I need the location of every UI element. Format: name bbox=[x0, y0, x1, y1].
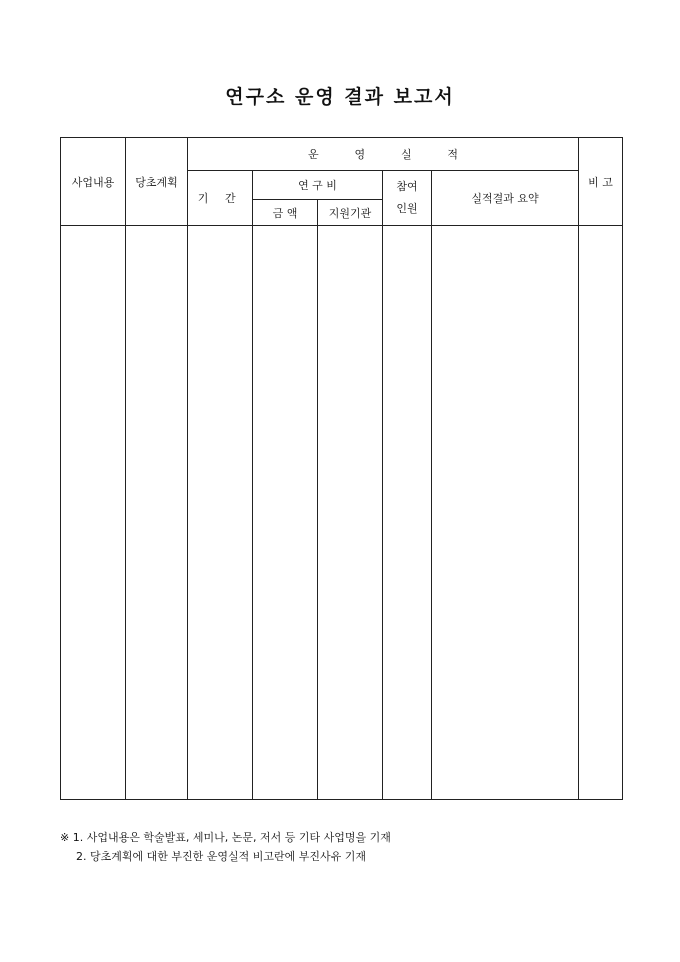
body-cell-participants[interactable] bbox=[383, 226, 432, 800]
participants-line2: 인원 bbox=[396, 202, 418, 215]
participants-line1: 참여 bbox=[396, 180, 418, 193]
header-business: 사업내용 bbox=[61, 138, 126, 226]
body-cell-funding-agency[interactable] bbox=[318, 226, 383, 800]
operation-char-4: 적 bbox=[447, 148, 459, 161]
header-remarks: 비 고 bbox=[579, 138, 623, 226]
body-cell-period[interactable] bbox=[188, 226, 253, 800]
operation-char-1: 운 bbox=[308, 148, 319, 161]
body-cell-plan[interactable] bbox=[126, 226, 188, 800]
body-cell-summary[interactable] bbox=[432, 226, 579, 800]
operation-char-3: 실 bbox=[400, 148, 412, 161]
report-table bbox=[60, 137, 623, 800]
operation-char-2: 영 bbox=[354, 148, 366, 161]
header-amount: 금 액 bbox=[253, 200, 318, 226]
document-title: 연구소 운영 결과 보고서 bbox=[225, 86, 455, 108]
notes bbox=[60, 828, 391, 866]
body-cell-remarks[interactable] bbox=[579, 226, 623, 800]
header-research-fund: 연 구 비 bbox=[253, 171, 383, 200]
header-period: 기 간 bbox=[188, 171, 253, 226]
body-cell-amount[interactable] bbox=[253, 226, 318, 800]
header-participants bbox=[383, 171, 432, 226]
header-funding-agency: 지원기관 bbox=[318, 200, 383, 226]
note-line-2: 2. 당초계획에 대한 부진한 운영실적 비고란에 부진사유 기재 bbox=[76, 850, 366, 863]
header-plan: 당초계획 bbox=[126, 138, 188, 226]
body-cell-business[interactable] bbox=[61, 226, 126, 800]
header-summary: 실적결과 요약 bbox=[432, 171, 579, 226]
note-line-1: ※ 1. 사업내용은 학술발표, 세미나, 논문, 저서 등 기타 사업명을 기재 bbox=[60, 831, 391, 844]
header-operation-results bbox=[188, 138, 579, 171]
